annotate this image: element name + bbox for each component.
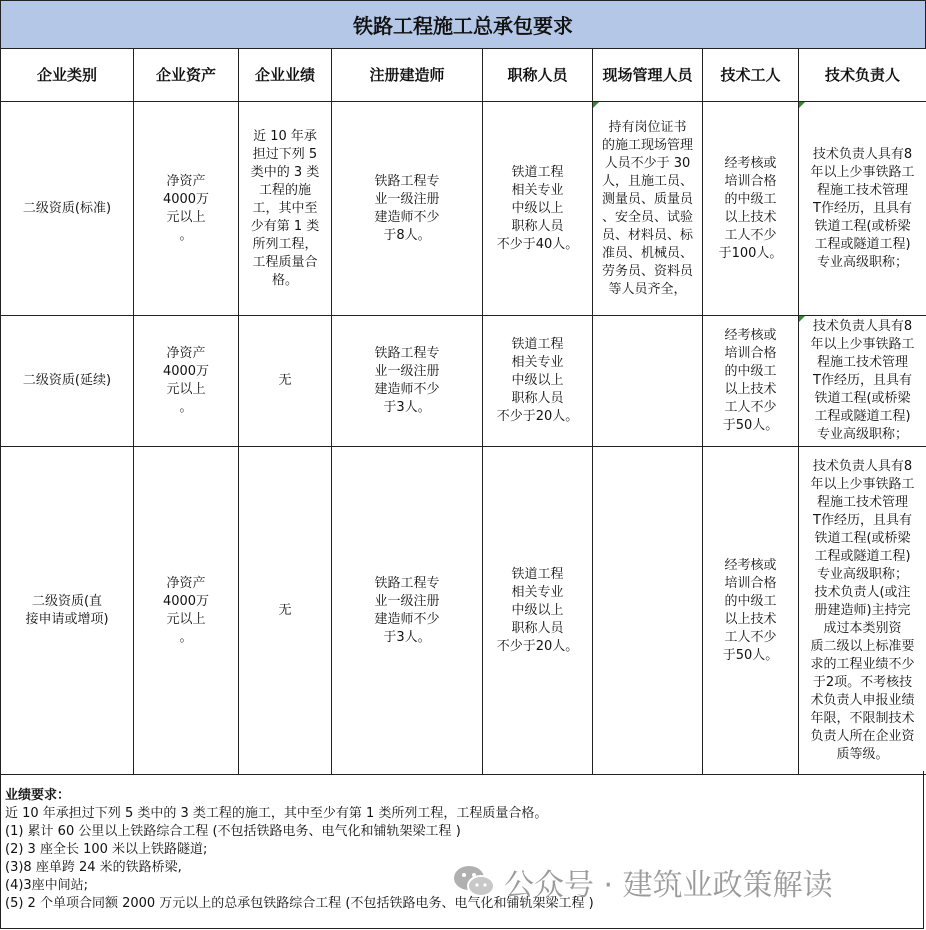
- cell-site-managers: [593, 447, 703, 775]
- watermark-text: 公众号 · 建筑业政策解读: [504, 868, 833, 903]
- cell-site-managers: 持有岗位证书 的施工现场管理 人员不少于 30 人，且施工员、 测量员、质量员 、安全员、试验 员、材料员、标 准员、机械员、 劳务员、资料员 等人员齐全，: [593, 102, 703, 316]
- cell-performance: 无: [239, 447, 332, 775]
- header-site-managers: 现场管理人员: [593, 49, 703, 102]
- cell-builder: 铁路工程专 业一级注册 建造师不少 于3人。: [332, 447, 483, 775]
- cell-category: 二级资质(延续): [1, 316, 134, 447]
- header-category: 企业类别: [1, 49, 134, 102]
- table-row: [1, 447, 926, 775]
- cell-skilled-workers: 经考核或 培训合格 的中级工 以上技术 工人不少 于50人。: [703, 447, 799, 775]
- cell-skilled-workers: 经考核或 培训合格 的中级工 以上技术 工人不少 于50人。: [703, 316, 799, 447]
- cell-skilled-workers: 经考核或 培训合格 的中级工 以上技术 工人不少 于100人。: [703, 102, 799, 316]
- header-assets: 企业资产: [134, 49, 239, 102]
- cell-category: 二级资质(直 接申请或增项): [1, 447, 134, 775]
- header-builder: 注册建造师: [332, 49, 483, 102]
- cell-builder: 铁路工程专 业一级注册 建造师不少 于8人。: [332, 102, 483, 316]
- notes-line: 近 10 年承担过下列 5 类中的 3 类工程的施工，其中至少有第 1 类所列工程，工程质量合格。: [5, 806, 548, 821]
- cell-performance: 无: [239, 316, 332, 447]
- header-row: [1, 49, 926, 102]
- cell-builder: 铁路工程专 业一级注册 建造师不少 于3人。: [332, 316, 483, 447]
- notes-line: (5) 2 个单项合同额 2000 万元以上的总承包铁路综合工程 (不包括铁路电务、电气化和铺轨架梁工程 ): [5, 896, 594, 911]
- watermark: [452, 860, 833, 904]
- cell-tech-lead: 技术负责人具有8 年以上少事铁路工 程施工技术管理 T作经历，且具有 铁道工程(或桥梁 工程或隧道工程) 专业高级职称；: [799, 316, 926, 447]
- page-title: 铁路工程施工总承包要求: [0, 0, 926, 49]
- header-titled-staff: 职称人员: [483, 49, 593, 102]
- notes-line: (4)3座中间站;: [5, 878, 89, 893]
- notes-line: (3)8 座单跨 24 米的铁路桥梁,: [5, 860, 182, 875]
- cell-titled-staff: 铁道工程 相关专业 中级以上 职称人员 不少于20人。: [483, 316, 593, 447]
- cell-assets: 净资产 4000万 元以上 。: [134, 102, 239, 316]
- performance-requirements: [0, 771, 924, 929]
- cell-category: 二级资质(标准): [1, 102, 134, 316]
- header-performance: 企业业绩: [239, 49, 332, 102]
- cell-assets: 净资产 4000万 元以上 。: [134, 447, 239, 775]
- cell-titled-staff: 铁道工程 相关专业 中级以上 职称人员 不少于20人。: [483, 447, 593, 775]
- notes-line: (2) 3 座全长 100 米以上铁路隧道;: [5, 842, 208, 857]
- cell-titled-staff: 铁道工程 相关专业 中级以上 职称人员 不少于40人。: [483, 102, 593, 316]
- requirements-table: [0, 48, 926, 775]
- cell-tech-lead: 技术负责人具有8 年以上少事铁路工 程施工技术管理 T作经历，且具有 铁道工程(或桥梁 工程或隧道工程) 专业高级职称； 技术负责人(或注 册建造师)主持完 成过本类别资 质二级以上标准要 求的工程业绩不少 于2项。不考核技 术负责人申报业绩 年限，不限制技术 负责人所在企业资 质等级。: [799, 447, 926, 775]
- table-row: [1, 316, 926, 447]
- header-skilled-workers: 技术工人: [703, 49, 799, 102]
- wechat-icon: [452, 862, 496, 902]
- cell-tech-lead: 技术负责人具有8 年以上少事铁路工 程施工技术管理 T作经历，且具有 铁道工程(或桥梁 工程或隧道工程) 专业高级职称；: [799, 102, 926, 316]
- cell-assets: 净资产 4000万 元以上 。: [134, 316, 239, 447]
- header-tech-lead: 技术负责人: [799, 49, 926, 102]
- notes-heading: 业绩要求：: [5, 788, 71, 803]
- cell-site-managers: [593, 316, 703, 447]
- table-row: [1, 102, 926, 316]
- cell-performance: 近 10 年承 担过下列 5 类中的 3 类 工程的施 工，其中至 少有第 1 类 所列工程， 工程质量合 格。: [239, 102, 332, 316]
- notes-line: (1) 累计 60 公里以上铁路综合工程 (不包括铁路电务、电气化和铺轨架梁工程 ): [5, 824, 461, 839]
